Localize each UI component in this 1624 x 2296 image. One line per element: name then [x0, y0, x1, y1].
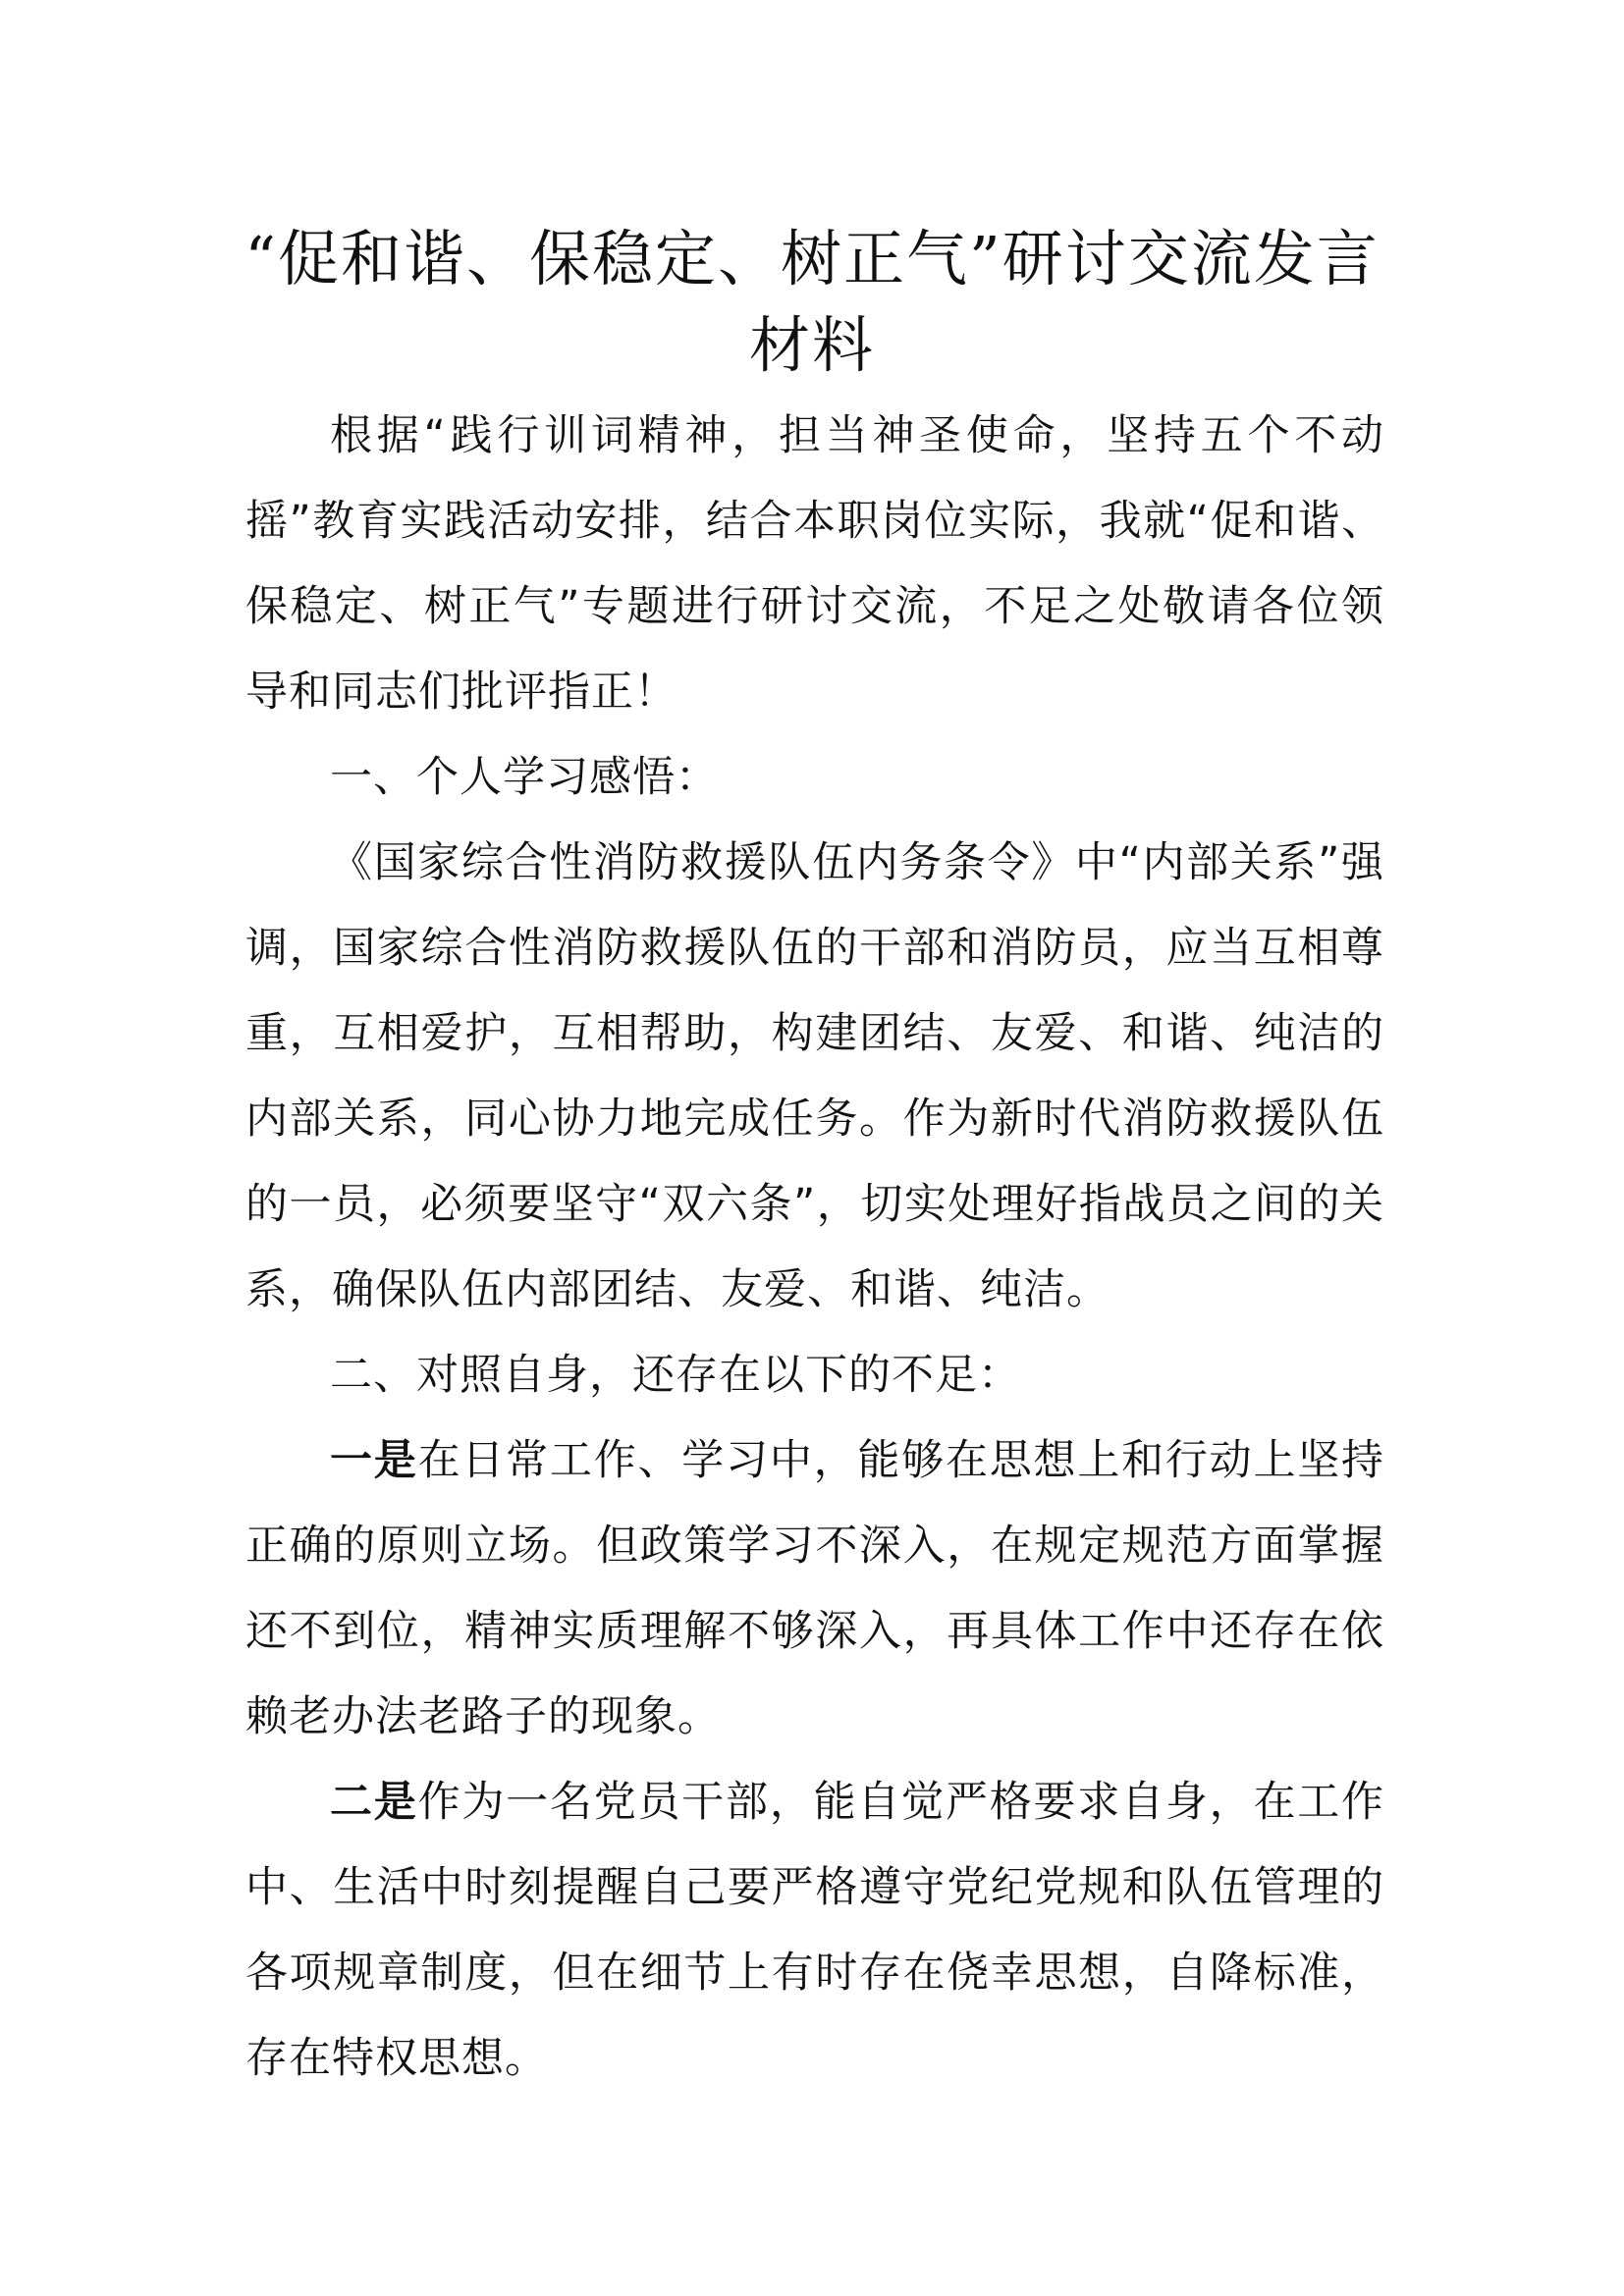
paragraph-section-1 — [245, 821, 1384, 1333]
paragraph-section-1-text: 《国家综合性消防救援队伍内务条令》中“内部关系”强调，国家综合性消防救援队伍的干部和消防员，应当互相尊重，互相爱护，互相帮助，构建团结、友爱、和谐、纯洁的内部关系，同心协力地完成任务。作为新时代消防救援队伍的一员，必须要坚守“双六条”，切实处理好指战员之间的关系，确保队伍内部团结、友爱、和谐、纯洁。 — [245, 838, 1384, 1314]
heading-section-1 — [245, 735, 1384, 821]
paragraph-intro-text: 根据“践行训词精神，担当神圣使命，坚持五个不动摇”教育实践活动安排，结合本职岗位实际，我就“促和谐、保稳定、树正气”专题进行研讨交流，不足之处敬请各位领导和同志们批评指正！ — [245, 411, 1384, 717]
paragraph-intro — [245, 394, 1384, 735]
point-1-text: 在日常工作、学习中，能够在思想上和行动上坚持正确的原则立场。但政策学习不深入，在规定规范方面掌握还不到位，精神实质理解不够深入，再具体工作中还存在依赖老办法老路子的现象。 — [245, 1436, 1385, 1741]
paragraph-point-2 — [245, 1760, 1384, 2102]
heading-section-2 — [245, 1333, 1384, 1418]
paragraph-point-1 — [245, 1418, 1384, 1760]
point-2-text: 作为一名党员干部，能自觉严格要求自身，在工作中、生活中时刻提醒自己要严格遵守党纪党规和队伍管理的各项规章制度，但在细节上有时存在侥幸思想，自降标准，存在特权思想。 — [245, 1778, 1385, 2083]
document-title-line-1: “促和谐、保稳定、树正气”研讨交流发言 — [244, 223, 1380, 294]
heading-section-2-text: 二、对照自身，还存在以下的不足： — [330, 1351, 1021, 1400]
point-2-lead: 二是 — [330, 1778, 418, 1827]
document-title-line-2: 材料 — [748, 309, 875, 381]
point-1-lead: 一是 — [330, 1436, 418, 1485]
heading-section-1-text: 一、个人学习感悟： — [330, 753, 719, 802]
document-body — [245, 394, 1384, 2102]
